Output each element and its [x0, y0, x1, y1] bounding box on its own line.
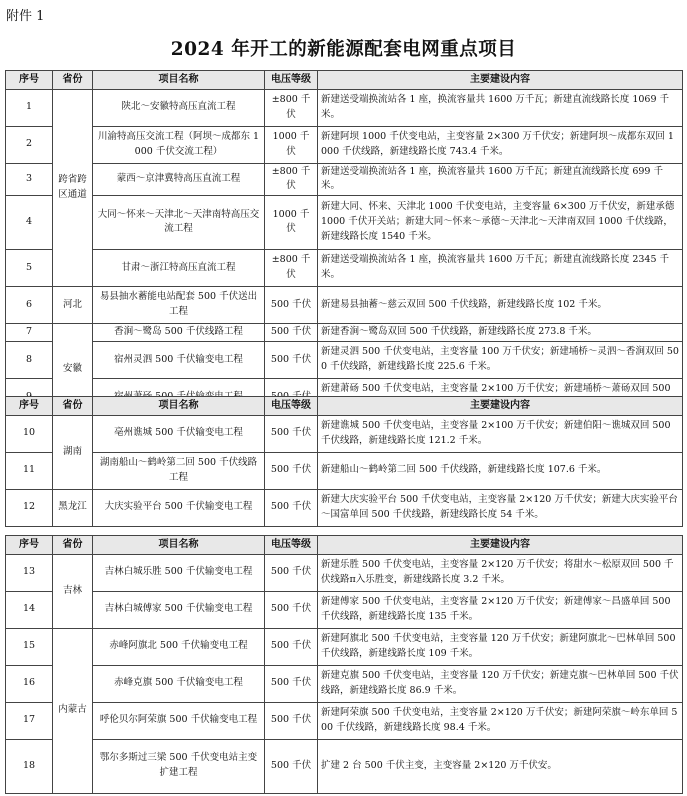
- cell-project-name: 赤峰克旗 500 千伏输变电工程: [93, 665, 265, 702]
- cell-project-name: 甘肃～浙江特高压直流工程: [93, 249, 265, 286]
- table-row: [6, 739, 683, 793]
- header-project-name: 项目名称: [93, 536, 265, 555]
- header-project-name: 项目名称: [93, 71, 265, 90]
- cell-province: 河北: [53, 286, 93, 323]
- cell-voltage: 500 千伏: [265, 323, 318, 341]
- project-table-part-1: [5, 70, 683, 416]
- header-province: 省份: [53, 397, 93, 416]
- page-title: 2024 年开工的新能源配套电网重点项目: [170, 39, 517, 60]
- cell-content: 新建大庆实验平台 500 千伏变电站，主变容量 2×120 万千伏安；新建大庆实验平台～国富单回 500 千伏线路，新建线路长度 54 千米。: [318, 489, 683, 526]
- project-table-part-2: [5, 396, 683, 527]
- header-content: 主要建设内容: [318, 397, 683, 416]
- table-row: [6, 195, 683, 249]
- cell-province: 黑龙江: [53, 489, 93, 526]
- cell-content: 新建香涧～鹭岛双回 500 千伏线路，新建线路长度 273.8 千米。: [318, 323, 683, 341]
- cell-province: 内蒙古: [53, 628, 93, 793]
- table-row: [6, 323, 683, 341]
- cell-project-name: 亳州谯城 500 千伏输变电工程: [93, 415, 265, 452]
- cell-no: 1: [6, 89, 53, 126]
- table-row: [6, 163, 683, 195]
- table-row: [6, 489, 683, 526]
- cell-content: 新建送受端换流站各 1 座，换流容量共 1600 万千瓦；新建直流线路长度 699 千米。: [318, 163, 683, 195]
- cell-voltage: 500 千伏: [265, 739, 318, 793]
- cell-no: 14: [6, 591, 53, 628]
- cell-content: 新建萧砀 500 千伏变电站，主变容量 2×100 万千伏安；新建埇桥～萧砀双回 500: [318, 378, 683, 415]
- cell-content: 新建克旗 500 千伏变电站，主变容量 120 万千伏安；新建克旗～巴林单回 500 千伏线路，新建线路长度 86.9 千米。: [318, 665, 683, 702]
- cell-no: 10: [6, 415, 53, 452]
- cell-project-name: 陕北～安徽特高压直流工程: [93, 89, 265, 126]
- cell-voltage: ±800 千伏: [265, 89, 318, 126]
- cell-voltage: 500 千伏: [265, 489, 318, 526]
- header-project-name: 项目名称: [93, 397, 265, 416]
- table-row: [6, 554, 683, 591]
- cell-voltage: 500 千伏: [265, 665, 318, 702]
- cell-no: 5: [6, 249, 53, 286]
- cell-voltage: 500 千伏: [265, 286, 318, 323]
- cell-project-name: 川渝特高压交流工程（阿坝～成都东 1000 千伏交流工程）: [93, 126, 265, 163]
- cell-content: 新建阿坝 1000 千伏变电站，主变容量 2×300 万千伏安；新建阿坝～成都东双回 1000 千伏线路，新建线路长度 743.4 千米。: [318, 126, 683, 163]
- header-voltage: 电压等级: [265, 71, 318, 90]
- header-province: 省份: [53, 71, 93, 90]
- cell-voltage: 500 千伏: [265, 554, 318, 591]
- cell-no: 8: [6, 341, 53, 378]
- cell-content: 新建大同、怀来、天津北 1000 千伏变电站，主变容量 6×300 万千伏安，新建承德 1000 千伏开关站；新建大同～怀来～承德～天津北～天津南双回 1000 千伏线路，新建线路长度 1540 千米。: [318, 195, 683, 249]
- table-row: [6, 628, 683, 665]
- header-voltage: 电压等级: [265, 536, 318, 555]
- cell-project-name: 大庆实验平台 500 千伏输变电工程: [93, 489, 265, 526]
- cell-no: 13: [6, 554, 53, 591]
- cell-content: 新建送受端换流站各 1 座，换流容量共 1600 万千瓦；新建直流线路长度 1069 千米。: [318, 89, 683, 126]
- cell-no: 6: [6, 286, 53, 323]
- table-row: [6, 249, 683, 286]
- cell-province: 安徽: [53, 323, 93, 415]
- cell-no: 2: [6, 126, 53, 163]
- cell-no: 18: [6, 739, 53, 793]
- cell-voltage: 500 千伏: [265, 415, 318, 452]
- cell-content: 新建送受端换流站各 1 座，换流容量共 1600 万千瓦；新建直流线路长度 2345 千米。: [318, 249, 683, 286]
- table-header-row: [6, 536, 683, 555]
- header-content: 主要建设内容: [318, 71, 683, 90]
- cell-voltage: 500 千伏: [265, 628, 318, 665]
- cell-project-name: 呼伦贝尔阿荣旗 500 千伏输变电工程: [93, 702, 265, 739]
- table-row: [6, 126, 683, 163]
- cell-voltage: ±800 千伏: [265, 249, 318, 286]
- cell-project-name: 吉林白城乐胜 500 千伏输变电工程: [93, 554, 265, 591]
- cell-voltage: 500 千伏: [265, 591, 318, 628]
- cell-content: 新建谯城 500 千伏变电站，主变容量 2×100 万千伏安；新建伯阳～谯城双回 500 千伏线路，新建线路长度 121.2 千米。: [318, 415, 683, 452]
- table-row: [6, 452, 683, 489]
- table-row: [6, 702, 683, 739]
- project-table-part-3: [5, 535, 683, 794]
- header-no: 序号: [6, 71, 53, 90]
- cell-voltage: 500 千伏: [265, 452, 318, 489]
- cell-province: 湖南: [53, 415, 93, 489]
- cell-voltage: 500 千伏: [265, 702, 318, 739]
- header-content: 主要建设内容: [318, 536, 683, 555]
- cell-project-name: 鄂尔多斯过三梁 500 千伏变电站主变扩建工程: [93, 739, 265, 793]
- attachment-label: 附件 1: [6, 9, 45, 24]
- cell-no: 16: [6, 665, 53, 702]
- cell-no: 12: [6, 489, 53, 526]
- header-no: 序号: [6, 397, 53, 416]
- cell-project-name: 湖南船山～鹤岭第二回 500 千伏线路工程: [93, 452, 265, 489]
- table-header-row: [6, 397, 683, 416]
- cell-voltage: 500 千伏: [265, 341, 318, 378]
- table-row: [6, 665, 683, 702]
- table-row: [6, 341, 683, 378]
- cell-project-name: 宿州灵泗 500 千伏输变电工程: [93, 341, 265, 378]
- cell-content: 新建易县抽蓄～慈云双回 500 千伏线路，新建线路长度 102 千米。: [318, 286, 683, 323]
- table-row: [6, 415, 683, 452]
- table-row: [6, 591, 683, 628]
- cell-project-name: 吉林白城傅家 500 千伏输变电工程: [93, 591, 265, 628]
- table-row: [6, 286, 683, 323]
- cell-province: 跨省跨区通道: [53, 89, 93, 286]
- cell-content: 新建阿旗北 500 千伏变电站，主变容量 120 万千伏安；新建阿旗北～巴林单回 500 千伏线路，新建线路长度 109 千米。: [318, 628, 683, 665]
- cell-province: 吉林: [53, 554, 93, 628]
- cell-content: 新建灵泗 500 千伏变电站，主变容量 100 万千伏安；新建埇桥～灵泗～香涧双回 500 千伏线路，新建线路长度 225.6 千米。: [318, 341, 683, 378]
- cell-content: 新建阿荣旗 500 千伏变电站，主变容量 2×120 万千伏安；新建阿荣旗～岭东单回 500 千伏线路，新建线路长度 98.4 千米。: [318, 702, 683, 739]
- cell-no: 11: [6, 452, 53, 489]
- cell-voltage: 1000 千伏: [265, 126, 318, 163]
- cell-voltage: ±800 千伏: [265, 163, 318, 195]
- cell-project-name: 易县抽水蓄能电站配套 500 千伏送出工程: [93, 286, 265, 323]
- header-no: 序号: [6, 536, 53, 555]
- cell-project-name: 大同～怀来～天津北～天津南特高压交流工程: [93, 195, 265, 249]
- cell-no: 3: [6, 163, 53, 195]
- header-voltage: 电压等级: [265, 397, 318, 416]
- cell-content: 扩建 2 台 500 千伏主变，主变容量 2×120 万千伏安。: [318, 739, 683, 793]
- table-header-row: [6, 71, 683, 90]
- cell-content: 新建乐胜 500 千伏变电站，主变容量 2×120 万千伏安；将甜水～松原双回 500 千伏线路π入乐胜变，新建线路长度 3.2 千米。: [318, 554, 683, 591]
- cell-content: 新建傅家 500 千伏变电站，主变容量 2×120 万千伏安；新建傅家～昌盛单回 500 千伏线路，新建线路长度 135 千米。: [318, 591, 683, 628]
- cell-project-name: 蒙西～京津冀特高压直流工程: [93, 163, 265, 195]
- cell-no: 4: [6, 195, 53, 249]
- cell-project-name: 赤峰阿旗北 500 千伏输变电工程: [93, 628, 265, 665]
- header-province: 省份: [53, 536, 93, 555]
- cell-no: 7: [6, 323, 53, 341]
- cell-no: 17: [6, 702, 53, 739]
- cell-project-name: 香涧～鹭岛 500 千伏线路工程: [93, 323, 265, 341]
- cell-content: 新建船山～鹤岭第二回 500 千伏线路，新建线路长度 107.6 千米。: [318, 452, 683, 489]
- table-row: [6, 89, 683, 126]
- cell-voltage: 1000 千伏: [265, 195, 318, 249]
- cell-no: 15: [6, 628, 53, 665]
